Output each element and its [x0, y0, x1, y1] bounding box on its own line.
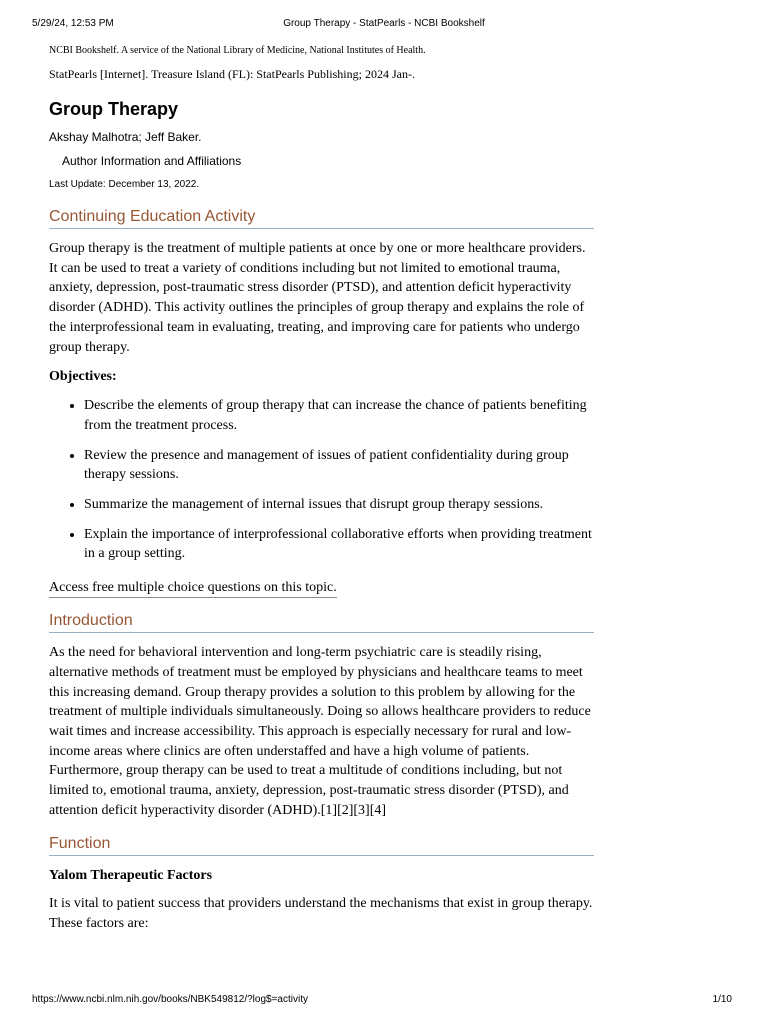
- introduction-text: As the need for behavioral intervention and long-term psychiatric care is steadily rising, alternative methods of treatment must be employed by physicians and healthcare teams to meet this increasing demand. Group therapy provides a solution to this problem by allowing for the treatment of multiple individuals simultaneously. Doing so allows healthcare providers to reduce wait times and increase accessibility. This approach is especially necessary for rural and low-income areas where clinics are often understaffed and have a high volume of patients. Furthermore, group therapy can be used to treat a multitude of conditions including, but not limited to, emotional trauma, anxiety, depression, post-traumatic stress disorder (PTSD), and attention deficit hyperactivity disorder (ADHD).: [49, 645, 591, 818]
- section-heading-continuing-education: Continuing Education Activity: [49, 207, 594, 229]
- nlm-service-line: NCBI Bookshelf. A service of the National Library of Medicine, National Institutes of Health.: [49, 45, 426, 56]
- subheading-yalom-factors: Yalom Therapeutic Factors: [49, 868, 213, 884]
- section-heading-function: Function: [49, 834, 594, 856]
- print-page-number: 1/10: [712, 994, 732, 1005]
- introduction-paragraph: [49, 643, 594, 820]
- function-paragraph: It is vital to patient success that providers understand the mechanisms that exist in group therapy. These factors are:: [49, 896, 593, 932]
- print-datetime: 5/29/24, 12:53 PM: [32, 18, 114, 29]
- last-update: Last Update: December 13, 2022.: [49, 179, 200, 190]
- authors: Akshay Malhotra; Jeff Baker.: [49, 130, 202, 144]
- access-questions-link[interactable]: Access free multiple choice questions on this topic.: [49, 579, 337, 598]
- print-header: [32, 18, 736, 32]
- objective-item: • Explain the importance of interprofessional collaborative efforts when providing treatment in a group setting.: [84, 525, 594, 564]
- print-page-title: Group Therapy - StatPearls - NCBI Bookshelf: [283, 18, 485, 29]
- objective-item: • Describe the elements of group therapy that can increase the chance of patients benefiting from the treatment process.: [84, 396, 594, 435]
- print-footer: [32, 994, 736, 1008]
- objectives-list: [49, 396, 594, 564]
- book-citation: StatPearls [Internet]. Treasure Island (FL): StatPearls Publishing; 2024 Jan-.: [49, 67, 415, 81]
- continuing-education-paragraph: Group therapy is the treatment of multiple patients at once by one or more healthcare providers. It can be used to treat a variety of conditions including but not limited to emotional trauma, anxiety, depression, post-traumatic stress disorder (PTSD), and attention deficit hyperactivity disorder (ADHD). This activity outlines the principles of group therapy and explains the role of the interprofessional team in evaluating, treating, and improving care for patients who undergo group therapy.: [49, 241, 586, 355]
- page-title: Group Therapy: [49, 99, 179, 119]
- objectives-label: Objectives:: [49, 369, 117, 385]
- objective-item: • Review the presence and management of issues of patient confidentiality during group therapy sessions.: [84, 446, 594, 485]
- print-url: https://www.ncbi.nlm.nih.gov/books/NBK549812/?log$=activity: [32, 994, 308, 1005]
- author-affiliations-link[interactable]: Author Information and Affiliations: [62, 154, 242, 168]
- article-content: [49, 44, 594, 944]
- citation-links[interactable]: [1][2][3][4]: [320, 802, 387, 818]
- objective-item: • Summarize the management of internal issues that disrupt group therapy sessions.: [84, 495, 594, 515]
- section-heading-introduction: Introduction: [49, 611, 594, 633]
